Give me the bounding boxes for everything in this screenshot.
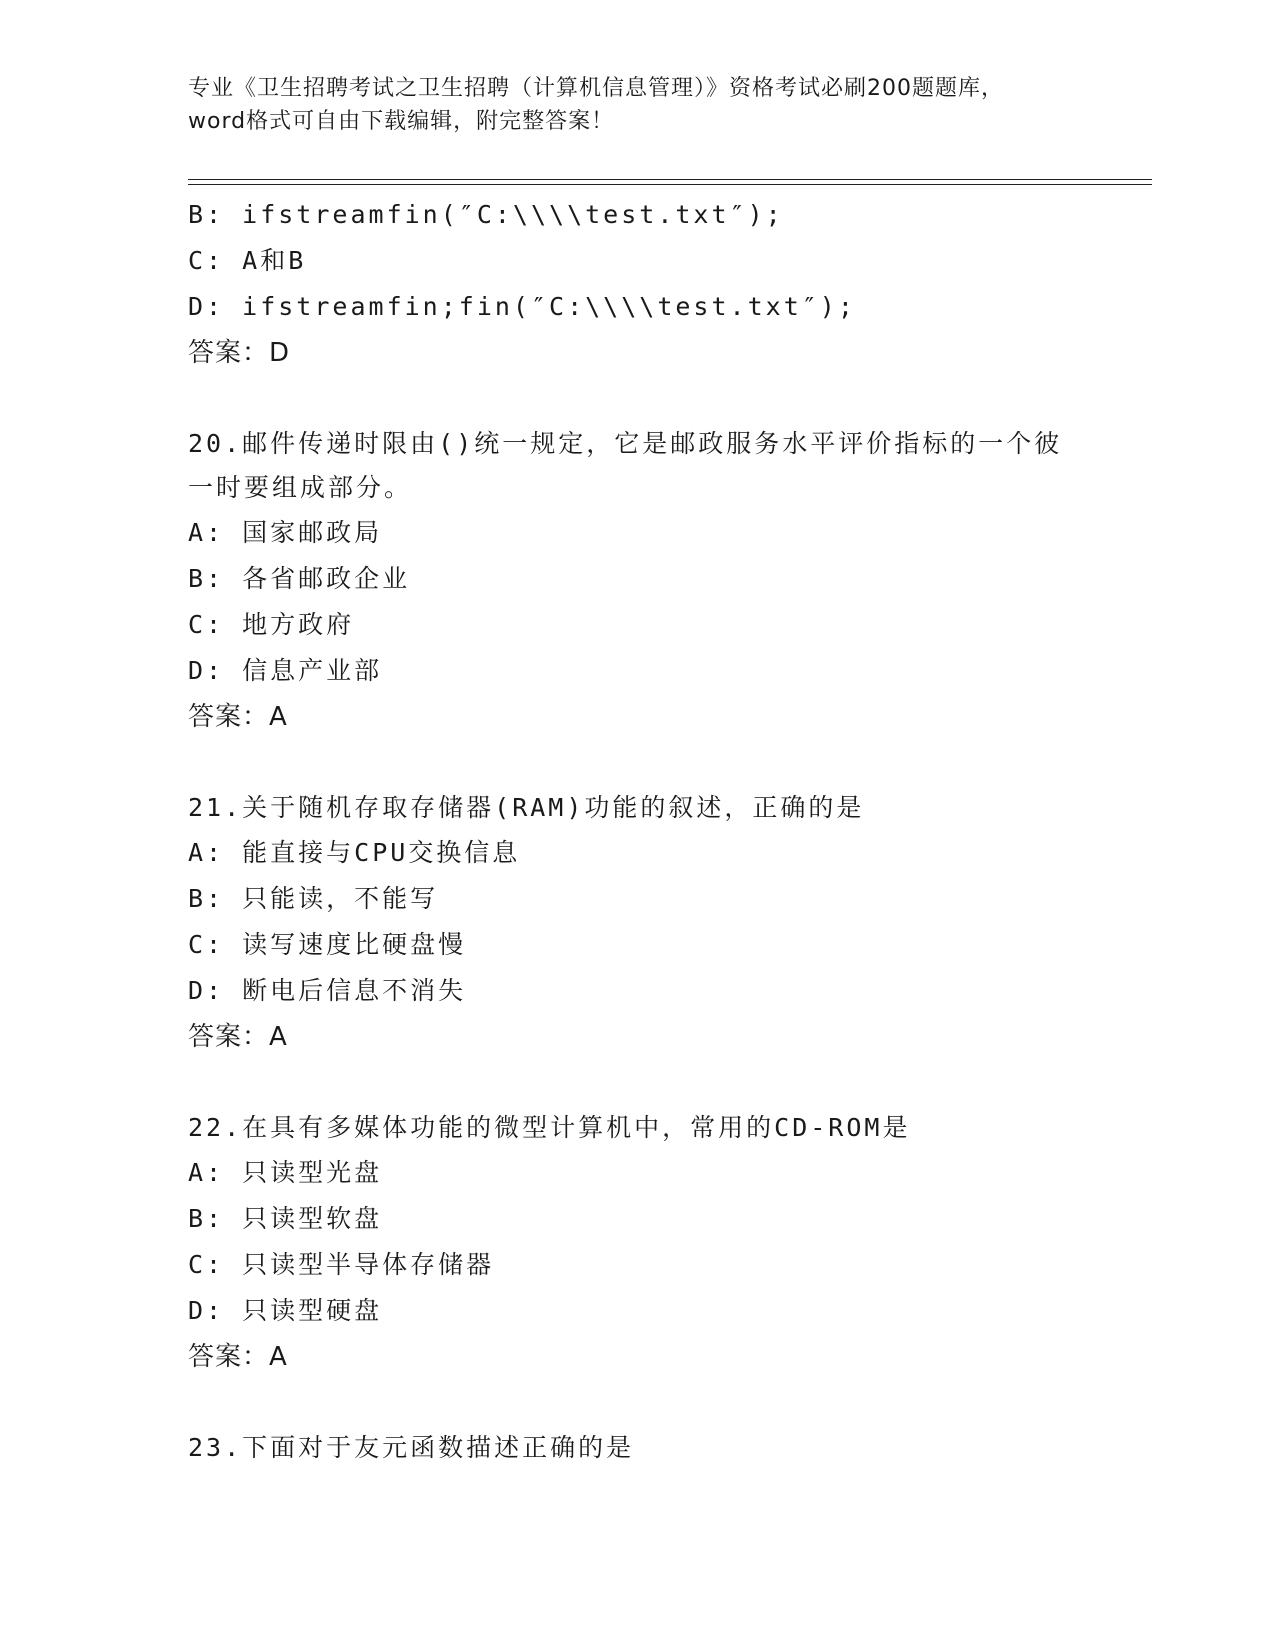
question-22-option-c: C: 只读型半导体存储器 (188, 1250, 495, 1279)
question-20-option-d: D: 信息产业部 (188, 656, 383, 685)
question-20-answer: 答案：A (188, 702, 288, 732)
spacer (188, 740, 1088, 786)
header-title-line-2: word格式可自由下载编辑，附完整答案！ (188, 109, 615, 134)
question-22-option-b: B: 只读型软盘 (188, 1204, 383, 1233)
question-19-block (188, 192, 1088, 376)
question-22-stem: 22.在具有多媒体功能的微型计算机中，常用的CD-ROM是 (188, 1113, 911, 1142)
question-20-option-c: C: 地方政府 (188, 610, 355, 639)
question-20-block (188, 422, 1088, 740)
question-19-answer: 答案：D (188, 338, 291, 368)
question-22-option-a: A: 只读型光盘 (188, 1158, 383, 1187)
question-21-option-a: A: 能直接与CPU交换信息 (188, 838, 521, 867)
spacer (188, 1380, 1088, 1426)
header-title-line-1: 专业《卫生招聘考试之卫生招聘（计算机信息管理）》资格考试必刷200题题库， (188, 76, 1004, 101)
question-21-option-d: D: 断电后信息不消失 (188, 976, 467, 1005)
question-20-option-a: A: 国家邮政局 (188, 518, 383, 547)
question-19-option-c: C: A和B (188, 246, 307, 275)
question-19-option-b: B: ifstreamfin(″C:\\\\test.txt″); (188, 200, 784, 229)
question-23-stem: 23.下面对于友元函数描述正确的是 (188, 1433, 635, 1462)
header-divider-bottom (188, 184, 1152, 185)
question-23-block (188, 1426, 1088, 1470)
question-20-stem: 20.邮件传递时限由()统一规定，它是邮政服务水平评价指标的一个彼一时要组成部分。 (188, 429, 1063, 502)
question-21-stem: 21.关于随机存取存储器(RAM)功能的叙述，正确的是 (188, 793, 865, 822)
header-divider-top (188, 179, 1152, 180)
question-22-answer: 答案：A (188, 1342, 288, 1372)
question-21-block (188, 786, 1088, 1060)
document-header (188, 72, 1088, 138)
question-21-option-b: B: 只能读，不能写 (188, 884, 439, 913)
spacer (188, 376, 1088, 422)
question-21-option-c: C: 读写速度比硬盘慢 (188, 930, 467, 959)
question-20-option-b: B: 各省邮政企业 (188, 564, 411, 593)
question-19-option-d: D: ifstreamfin;fin(″C:\\\\test.txt″); (188, 292, 856, 321)
question-21-answer: 答案：A (188, 1022, 288, 1052)
question-22-block (188, 1106, 1088, 1380)
spacer (188, 1060, 1088, 1106)
question-22-option-d: D: 只读型硬盘 (188, 1296, 383, 1325)
question-list (188, 192, 1088, 1470)
